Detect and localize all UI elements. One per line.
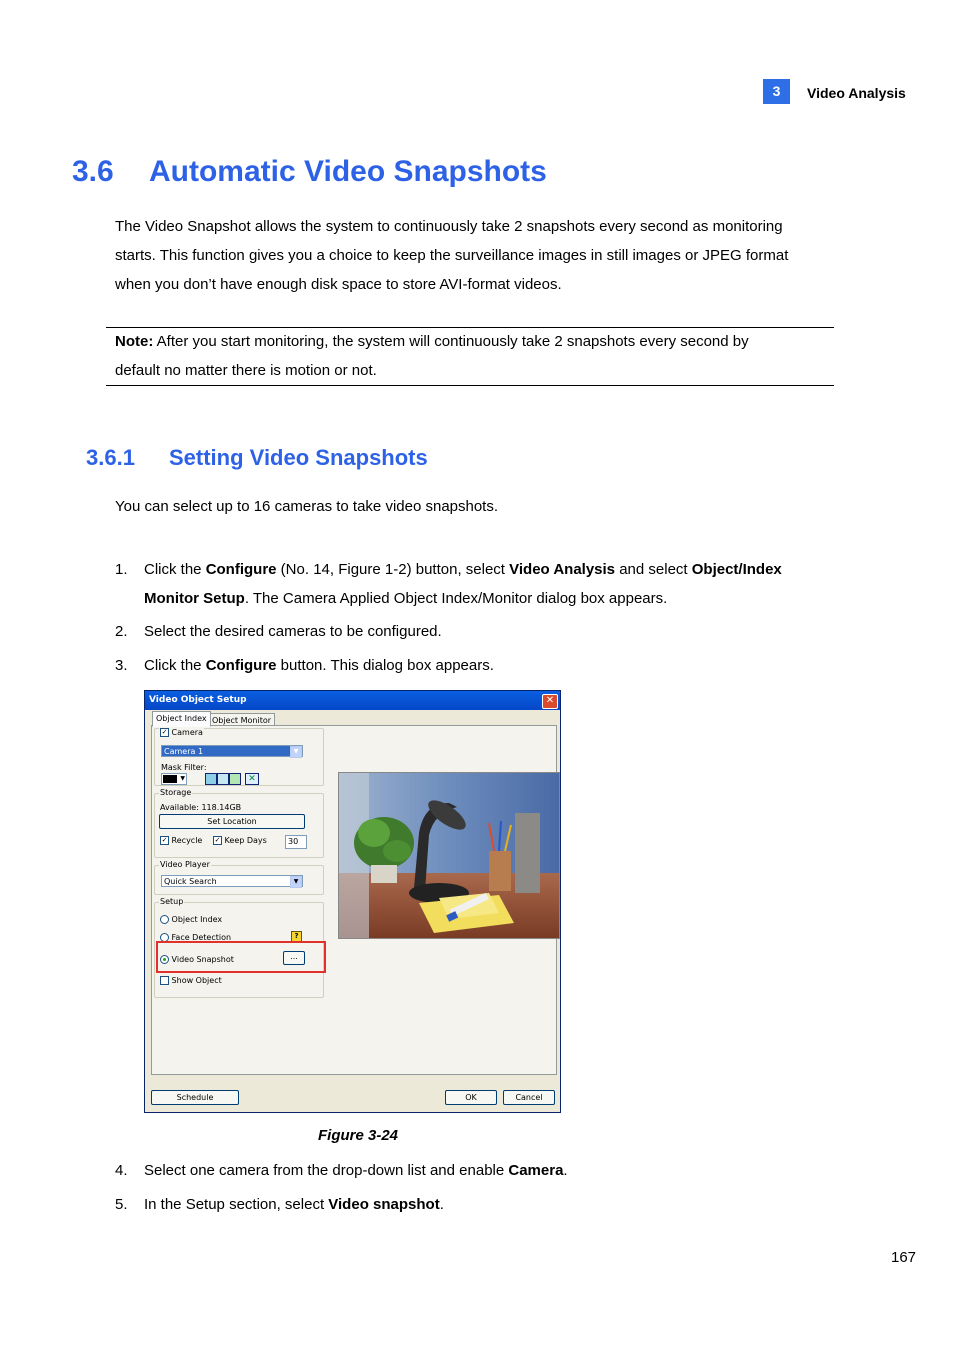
note-box — [115, 327, 825, 385]
step-number: 2. — [115, 623, 128, 640]
help-icon[interactable]: ? — [291, 931, 302, 943]
note-label: Note: — [115, 333, 154, 350]
step-4: 4. Select one camera from the drop-down list and enable Camera. — [115, 1156, 835, 1185]
note-text: default no matter there is motion or not. — [115, 362, 377, 379]
tab-object-monitor[interactable]: Object Monitor — [208, 713, 275, 727]
step-2: 2. Select the desired cameras to be configured. — [115, 617, 835, 646]
video-player-select[interactable]: Quick Search ▼ — [161, 875, 303, 887]
keep-days-checkbox[interactable]: ✓ — [214, 836, 221, 844]
show-object-checkbox[interactable] — [160, 976, 169, 985]
mask-clear-icon[interactable]: ✕ — [245, 773, 259, 785]
intro-paragraph — [115, 212, 845, 299]
subsection-intro: You can select up to 16 cameras to take video snapshots. — [115, 498, 499, 515]
subsection-title: Setting Video Snapshots — [169, 445, 428, 470]
section-title: Automatic Video Snapshots — [149, 155, 547, 188]
recycle-checkbox[interactable]: ✓ — [161, 836, 168, 844]
camera-preview-image — [338, 772, 560, 939]
keep-days-input[interactable]: 30 — [285, 835, 307, 849]
camera-select[interactable]: Camera 1 ▼ — [161, 745, 303, 757]
step-3: 3. Click the Configure button. This dialog box appears. — [115, 651, 835, 680]
page-number: 167 — [891, 1249, 917, 1266]
step-number: 5. — [115, 1196, 128, 1213]
dialog-titlebar — [145, 691, 560, 710]
step-number: 4. — [115, 1162, 128, 1179]
note-text: After you start monitoring, the system will continuously take 2 snapshots every second by — [153, 333, 749, 350]
desk-photo — [339, 773, 559, 938]
object-index-label: Object Index — [171, 915, 223, 924]
tab-panel — [151, 725, 557, 1075]
intro-line: starts. This function gives you a choice to keep the surveillance images in still images or JPEG format — [115, 247, 789, 264]
video-snapshot-label: Video Snapshot — [171, 955, 234, 964]
recycle-label: Recycle — [171, 836, 203, 845]
object-index-radio[interactable] — [160, 915, 169, 924]
storage-label: Storage — [160, 788, 192, 797]
chapter-badge: 3 — [763, 79, 790, 104]
mask-add-icon[interactable] — [205, 773, 217, 785]
chevron-down-icon: ▼ — [290, 746, 302, 758]
section-heading — [72, 155, 547, 189]
figure-caption: Figure 3-24 — [318, 1127, 399, 1144]
chapter-title: Video Analysis — [807, 85, 906, 101]
subsection-number: 3.6.1 — [86, 445, 135, 470]
mask-color-picker[interactable] — [161, 773, 187, 785]
video-player-label: Video Player — [160, 860, 210, 869]
dialog-title: Video Object Setup — [149, 695, 247, 705]
face-detection-label: Face Detection — [171, 933, 232, 942]
cancel-button[interactable]: Cancel — [503, 1090, 555, 1105]
step-number: 1. — [115, 561, 128, 578]
highlight-box — [156, 941, 326, 973]
mask-filter-label: Mask Filter: — [161, 763, 207, 772]
section-number: 3.6 — [72, 155, 114, 188]
step-1: 1. Click the Configure (No. 14, Figure 1-2) button, select Video Analysis and select Object/Index Monitor Setup. The Camera Applied Object Index/Monitor dialog box appears. — [115, 555, 835, 613]
chevron-down-icon: ▼ — [180, 775, 185, 782]
camera-group — [154, 728, 324, 786]
keep-days-label: Keep Days — [224, 836, 267, 845]
video-snapshot-settings-button[interactable]: ... — [283, 951, 305, 965]
mask-move-icon[interactable] — [229, 773, 241, 785]
intro-line: when you don’t have enough disk space to store AVI-format videos. — [115, 276, 562, 293]
camera-checkbox[interactable]: ✓ — [161, 728, 168, 736]
intro-line: The Video Snapshot allows the system to continuously take 2 snapshots every second as monitoring — [115, 218, 783, 235]
tab-object-index[interactable]: Object Index — [152, 711, 211, 727]
note-bottom-rule — [106, 385, 834, 386]
available-space: Available: 118.14GB — [160, 803, 242, 812]
ok-button[interactable]: OK — [445, 1090, 497, 1105]
mask-select-icon[interactable] — [217, 773, 229, 785]
step-5: 5. In the Setup section, select Video snapshot. — [115, 1190, 835, 1219]
video-player-group — [154, 860, 324, 895]
set-location-button[interactable]: Set Location — [159, 814, 305, 829]
video-object-setup-dialog — [144, 690, 561, 1113]
show-object-label: Show Object — [171, 976, 222, 985]
camera-label: Camera — [171, 728, 203, 737]
setup-label: Setup — [160, 897, 184, 906]
chevron-down-icon: ▼ — [290, 876, 302, 888]
schedule-button[interactable]: Schedule — [151, 1090, 239, 1105]
step-number: 3. — [115, 657, 128, 674]
close-icon[interactable]: ✕ — [542, 694, 558, 709]
storage-group — [154, 788, 324, 858]
subsection-heading — [86, 445, 428, 471]
